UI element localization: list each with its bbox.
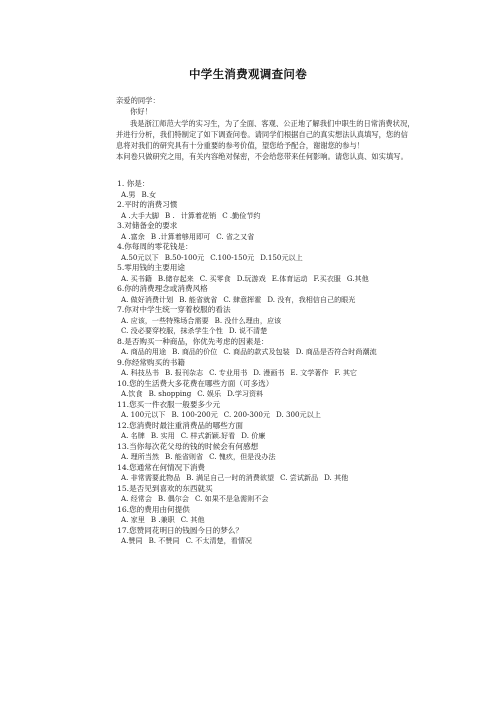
question-item: [117, 305, 417, 326]
answer-option[interactable]: A. 经常会: [121, 494, 152, 503]
document-title: 中学生消费观调查问卷: [189, 67, 307, 81]
answer-option[interactable]: B. 能省就省: [179, 294, 218, 304]
answer-option[interactable]: D.学习资料: [227, 389, 264, 398]
question-item: [117, 400, 417, 421]
answer-option[interactable]: B. 实用: [150, 431, 175, 440]
answer-option[interactable]: B. 不赞同: [148, 536, 180, 545]
question-item: [117, 463, 417, 484]
answer-option[interactable]: E.体育运动: [271, 273, 308, 283]
question-title: 11.您买一件衣服一般要多少元: [117, 399, 221, 409]
answer-option[interactable]: B.50-100元: [164, 252, 205, 262]
question-options: [117, 253, 417, 264]
answer-option[interactable]: A. 名牌: [121, 431, 145, 440]
question-item: [117, 200, 417, 221]
question-item: [117, 326, 417, 337]
answer-option[interactable]: C.100-150元: [210, 252, 255, 262]
answer-option[interactable]: C. 没必要穿校服，抹杀学生个性: [121, 326, 223, 335]
question-title: 2.平时的消费习惯: [117, 200, 178, 209]
question-title: 13.当你每次花父母的钱的时候会有何感想: [117, 441, 259, 451]
question-options: [117, 473, 417, 484]
question-options: [117, 431, 417, 442]
answer-option[interactable]: D. 商品是否符合时尚潮流: [295, 347, 377, 356]
question-title: 9.你经常购买的书籍: [117, 357, 185, 367]
question-title: 4.你每周的零花钱是：: [117, 242, 193, 251]
question-item: [117, 379, 417, 400]
answer-option[interactable]: D. 价廉: [241, 431, 266, 440]
question-options: [117, 211, 417, 222]
answer-option[interactable]: A.饮食: [121, 389, 143, 398]
question-options: [117, 274, 417, 285]
question-options: [117, 389, 417, 400]
answer-option[interactable]: D. 其他: [324, 473, 349, 482]
intro-line: 本问卷只做研究之用，有关内容绝对保密，不会给您带来任何影响。请您认真、如实填写。: [116, 152, 408, 162]
question-item: [117, 179, 417, 200]
answer-option[interactable]: A .大手大脚: [121, 210, 160, 220]
question-options: [117, 190, 417, 201]
answer-option[interactable]: B.储存起来: [157, 273, 194, 283]
answer-option[interactable]: C. 样式新颖.好看: [180, 431, 236, 440]
answer-option[interactable]: B. 偶尔会: [157, 494, 189, 503]
question-title: 15.是否见到喜欢的东西就买: [117, 483, 213, 493]
answer-option[interactable]: A .富余: [121, 231, 145, 241]
answer-option[interactable]: A. 家里: [121, 515, 145, 524]
answer-option[interactable]: C. 如果不是急需则不会: [194, 494, 269, 503]
question-options: [117, 232, 417, 243]
question-title: 10.您的生活费大多花费在哪些方面（可多选）: [117, 378, 274, 388]
question-title: 12.您消费时最注重消费品的哪些方面: [117, 420, 243, 430]
answer-option[interactable]: E. 文学著作: [290, 368, 329, 377]
answer-option[interactable]: D. 没有，我相信自己的眼光: [267, 294, 356, 304]
question-options: [117, 515, 417, 526]
question-list: [117, 179, 417, 547]
answer-option[interactable]: A. 商品的用途: [121, 347, 167, 356]
question-item: [117, 484, 417, 505]
intro-line: 我是浙江师范大学的实习生，为了全面、客观、公正地了解我们中职生的日常消费状况，: [130, 118, 415, 128]
answer-option[interactable]: B. 没什么理由，应该: [214, 315, 282, 325]
answer-option[interactable]: D.150元以上: [260, 252, 303, 262]
answer-option[interactable]: D. 漫画书: [253, 368, 285, 377]
question-options: [117, 452, 417, 463]
answer-option[interactable]: F.买衣服: [313, 273, 341, 283]
answer-option[interactable]: G.其他: [346, 273, 369, 283]
answer-option[interactable]: A. 科技丛书: [121, 368, 160, 377]
answer-option[interactable]: B .: [165, 210, 175, 220]
question-options: [117, 295, 417, 306]
answer-option[interactable]: C. 肆意挥霍: [223, 294, 262, 304]
question-item: [117, 337, 417, 358]
answer-option[interactable]: C. 买零食: [199, 273, 231, 283]
answer-option[interactable]: A. 非常需要此物品: [121, 473, 181, 482]
question-title: 16.您的费用由何提供: [117, 504, 190, 514]
answer-option[interactable]: D. 300元以上: [276, 410, 321, 419]
answer-option[interactable]: B. 100-200元: [171, 410, 218, 419]
answer-option[interactable]: B. 报刊杂志: [165, 368, 204, 377]
question-options: [117, 347, 417, 358]
question-title: 1. 你是：: [117, 179, 150, 188]
question-item: [117, 358, 417, 379]
answer-option[interactable]: C. 商品的款式及包装: [223, 347, 290, 356]
question-item: [117, 263, 417, 284]
question-item: [117, 421, 417, 442]
question-item: [117, 284, 417, 305]
answer-option[interactable]: B.女: [141, 189, 157, 199]
answer-option[interactable]: C. 不太清楚，看情况: [185, 536, 253, 545]
question-options: [117, 368, 417, 379]
question-item: [117, 221, 417, 242]
answer-option[interactable]: C. 尝试新品: [280, 473, 319, 482]
question-options: [117, 316, 417, 327]
answer-option[interactable]: A.赞同: [121, 536, 143, 545]
answer-option[interactable]: A. 理所当然: [121, 452, 160, 461]
answer-option[interactable]: C. 其他: [180, 515, 205, 524]
answer-option[interactable]: B. 能省则省: [165, 452, 204, 461]
question-item: [117, 442, 417, 463]
answer-option[interactable]: A. 做好消费计划: [121, 294, 174, 304]
answer-option[interactable]: C. 愧疚，但是没办法: [209, 452, 276, 461]
question-options: [117, 536, 417, 547]
answer-option[interactable]: B .兼职: [150, 515, 175, 524]
intro-block: [116, 95, 416, 163]
answer-option[interactable]: B .计算着够用即可: [150, 231, 211, 241]
question-item: [117, 505, 417, 526]
question-title: 7.你对中学生统一穿着校服的看法: [117, 305, 231, 314]
question-item: [117, 242, 417, 263]
answer-option[interactable]: D. 说不清楚: [228, 326, 268, 335]
answer-option[interactable]: D.玩游戏: [236, 273, 266, 283]
answer-option[interactable]: C. 娱乐: [197, 389, 222, 398]
question-title: 8.是否购买一种商品，你优先考虑的因素是：: [117, 336, 269, 346]
answer-option[interactable]: C. 200-300元: [223, 410, 271, 419]
intro-line: 息将对我们的研究具有十分重要的参考价值，望您给予配合，谢谢您的参与！: [116, 141, 365, 151]
question-title: 6.你的消费理念或消费风格: [117, 284, 208, 293]
answer-option[interactable]: A.男: [121, 189, 136, 199]
answer-option[interactable]: A.50元以下: [121, 252, 159, 262]
question-item: [117, 526, 417, 547]
question-title: 3.对储备金的要求: [117, 221, 178, 230]
question-title: 14.您通常在何情况下消费: [117, 462, 206, 472]
answer-option[interactable]: B. 满足自己一时的消费欲望: [186, 473, 275, 482]
greeting: 亲爱的同学：: [116, 96, 160, 105]
question-title: 17.您赞同花明日的钱圆今日的梦么？: [117, 525, 243, 535]
intro-line: 并进行分析，我们特制定了如下调查问卷。请同学们根据自己的真实想法认真填写，您的信: [116, 129, 408, 139]
answer-option[interactable]: F. 其它: [334, 368, 358, 377]
answer-option[interactable]: A. 买书籍: [121, 273, 152, 283]
answer-option[interactable]: C .勤俭节约: [222, 210, 261, 220]
answer-option[interactable]: A. 应该，一些特殊场合需要: [121, 315, 209, 325]
question-options: [117, 326, 417, 337]
question-title: 5.零用钱的主要用途: [117, 263, 185, 272]
question-options: [117, 410, 417, 421]
answer-option[interactable]: 计算着花销: [180, 210, 217, 220]
question-options: [117, 494, 417, 505]
answer-option[interactable]: C. 省之又省: [216, 231, 255, 241]
answer-option[interactable]: B. shopping: [148, 389, 192, 398]
answer-option[interactable]: C. 专业用书: [209, 368, 248, 377]
hello: 你好！: [130, 107, 152, 117]
answer-option[interactable]: A. 100元以下: [121, 410, 166, 419]
answer-option[interactable]: B. 商品的价位: [172, 347, 218, 356]
